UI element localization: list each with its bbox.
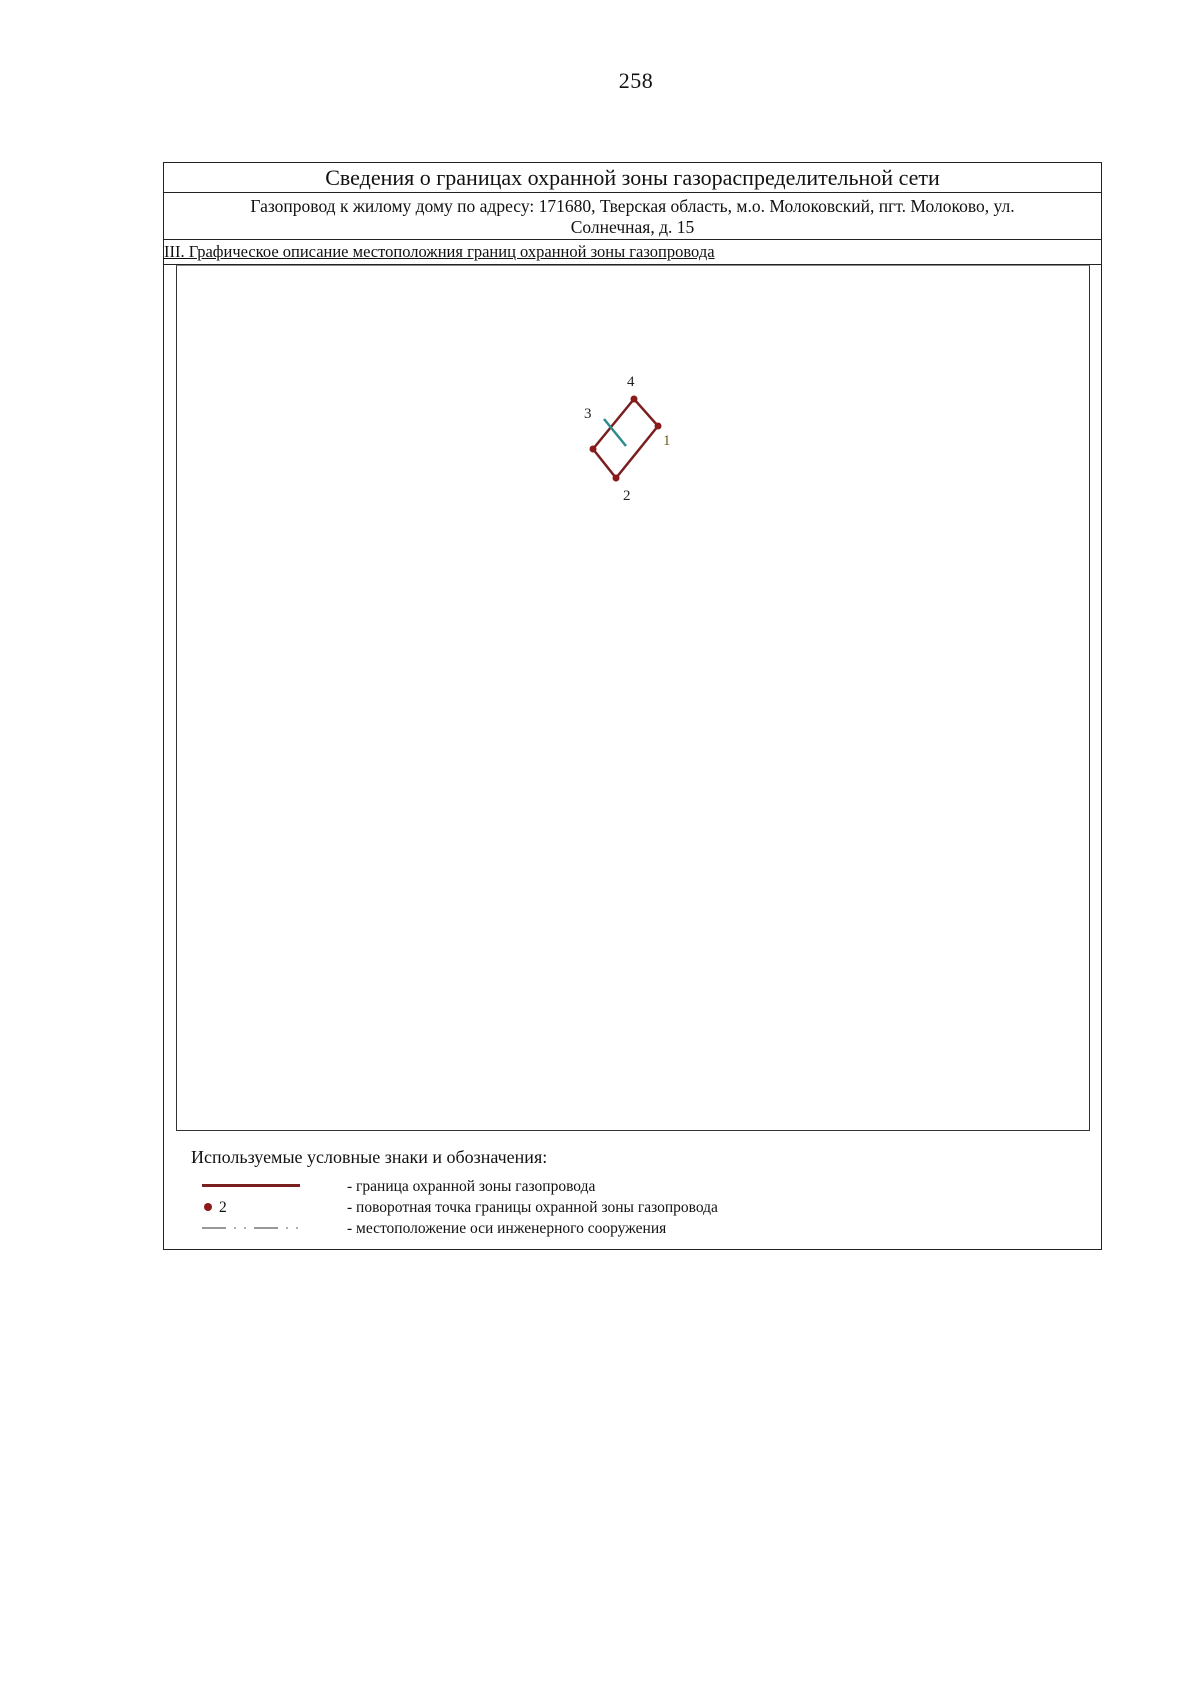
legend-item-boundary — [191, 1176, 1071, 1197]
dash-dot-line-symbol — [191, 1218, 341, 1239]
turning-point-symbol-label: 2 — [219, 1199, 227, 1216]
sheet-title: Сведения о границах охранной зоны газораспределительной сети — [164, 163, 1101, 193]
legend-text: - граница охранной зоны газопровода — [347, 1178, 596, 1195]
turning-point-3 — [590, 446, 597, 453]
map-frame — [176, 265, 1090, 1131]
address-line-1: Газопровод к жилому дому по адресу: 171680, Тверская область, м.о. Молоковский, пгт. Молоково, ул. — [250, 196, 1015, 216]
point-label-1: 1 — [663, 433, 671, 449]
turning-point-4 — [631, 396, 638, 403]
turning-point-2 — [613, 475, 620, 482]
legend-item-axis — [191, 1218, 1071, 1239]
point-label-2: 2 — [623, 488, 631, 504]
protection-zone-boundary — [593, 399, 658, 478]
legend-text: - поворотная точка границы охранной зоны газопровода — [347, 1199, 718, 1216]
section-title: III. Графическое описание местоположния границ охранной зоны газопровода — [164, 240, 1101, 265]
page-number: 258 — [618, 68, 654, 93]
legend-heading: Используемые условные знаки и обозначения: — [191, 1147, 548, 1167]
map-canvas — [177, 266, 1091, 1132]
point-label-4: 4 — [627, 374, 635, 390]
legend-item-turning-point — [191, 1197, 1071, 1218]
address-block — [164, 193, 1101, 240]
turning-point-1 — [655, 423, 662, 430]
protection-zone-sheet — [163, 162, 1102, 1250]
point-label-3: 3 — [584, 406, 592, 422]
address-line-2: Солнечная, д. 15 — [570, 217, 695, 237]
legend-text: - местоположение оси инженерного сооружения — [347, 1220, 667, 1237]
boundary-line-symbol — [191, 1176, 341, 1197]
legend — [191, 1176, 1071, 1239]
turning-point-symbol — [191, 1197, 341, 1218]
